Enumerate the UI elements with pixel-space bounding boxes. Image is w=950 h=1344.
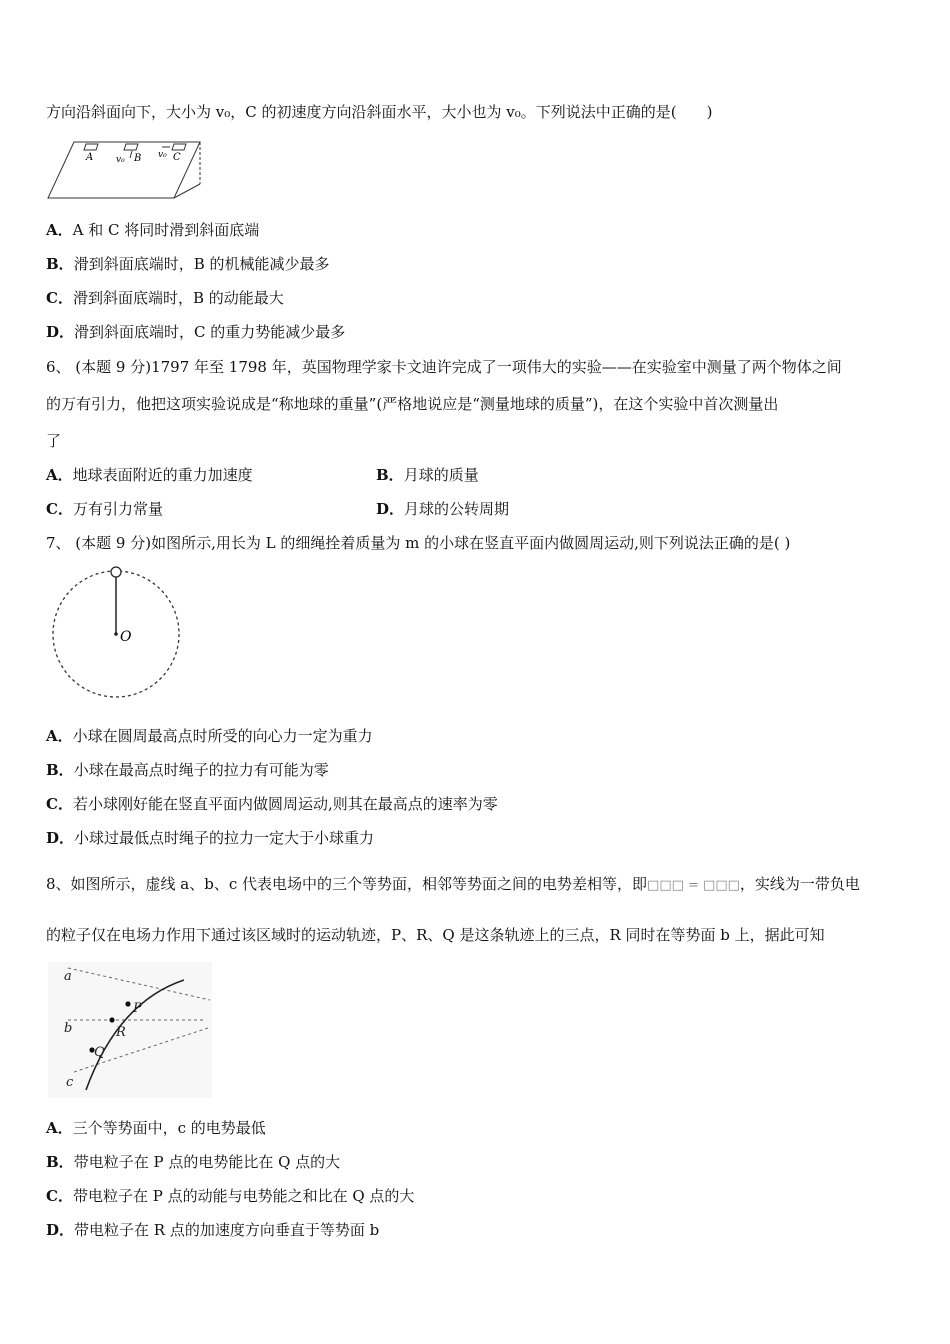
label-c: c <box>66 1075 74 1090</box>
label-v0-b: v₀ <box>116 155 125 165</box>
q8-option-a[interactable]: A．三个等势面中，c 的电势最低 <box>46 1119 266 1137</box>
q7-circle-figure <box>48 562 188 704</box>
label-v0-c: v₀ <box>158 150 167 160</box>
q7-option-b[interactable]: B．小球在最高点时绳子的拉力有可能为零 <box>46 761 329 779</box>
q6-stem-line3: 了 <box>46 432 62 450</box>
q7-stem: 7、 (本题 9 分)如图所示,用长为 L 的细绳拴着质量为 m 的小球在竖直平面内做圆周运动,则下列说法正确的是( ) <box>46 534 791 552</box>
q8-stem-line2: 的粒子仅在电场力作用下通过该区域时的运动轨迹，P、R、Q 是这条轨迹上的三点，R 同时在等势面 b 上，据此可知 <box>46 926 825 944</box>
ball <box>111 567 121 577</box>
label-b: B <box>134 153 142 164</box>
q7-option-c[interactable]: C．若小球刚好能在竖直平面内做圆周运动,则其在最高点的速率为零 <box>46 795 498 813</box>
label-b: b <box>64 1021 73 1036</box>
label-a: a <box>64 969 72 984</box>
label-q: Q <box>94 1045 105 1060</box>
block-a <box>84 144 98 150</box>
q8-option-c[interactable]: C．带电粒子在 P 点的动能与电势能之和比在 Q 点的大 <box>46 1187 415 1205</box>
q8-option-b[interactable]: B．带电粒子在 P 点的电势能比在 Q 点的大 <box>46 1153 341 1171</box>
q6-option-b[interactable]: B．月球的质量 <box>376 466 479 484</box>
q8-field-figure <box>48 962 212 1098</box>
label-a: A <box>86 152 94 163</box>
q5-incline-figure <box>46 134 206 204</box>
arrow-b <box>130 151 132 158</box>
q6-option-a[interactable]: A．地球表面附近的重力加速度 <box>46 466 253 484</box>
q5-stem: 方向沿斜面向下，大小为 v₀，C 的初速度方向沿斜面水平，大小也为 v₀。下列说法中正确的是( ) <box>46 103 713 121</box>
q6-stem-line1: 6、 (本题 9 分)1797 年至 1798 年，英国物理学家卡文迪许完成了一项伟大的实验——在实验室中测量了两个物体之间 <box>46 358 842 376</box>
q5-option-b[interactable]: B．滑到斜面底端时，B 的机械能减少最多 <box>46 255 330 273</box>
q6-option-c[interactable]: C．万有引力常量 <box>46 500 163 518</box>
q5-option-c[interactable]: C．滑到斜面底端时，B 的动能最大 <box>46 289 284 307</box>
label-c: C <box>173 152 181 163</box>
label-p: P <box>133 1001 142 1016</box>
q6-stem-line2: 的万有引力，他把这项实验说成是“称地球的重量”(严格地说应是“测量地球的质量”)，在这个实验中首次测量出 <box>46 395 779 413</box>
block-b <box>124 144 138 150</box>
block-c <box>172 144 186 150</box>
q8-option-d[interactable]: D．带电粒子在 R 点的加速度方向垂直于等势面 b <box>46 1221 380 1239</box>
label-o: O <box>120 629 132 645</box>
q6-option-d[interactable]: D．月球的公转周期 <box>376 500 510 518</box>
q7-option-a[interactable]: A．小球在圆周最高点时所受的向心力一定为重力 <box>46 727 373 745</box>
label-r: R <box>116 1025 126 1040</box>
center-point <box>114 632 118 636</box>
incline-bottom-edge <box>174 184 200 198</box>
q5-option-a[interactable]: A．A 和 C 将同时滑到斜面底端 <box>46 221 260 239</box>
q8-equation: □□□ = □□□ <box>647 878 740 893</box>
q7-option-d[interactable]: D．小球过最低点时绳子的拉力一定大于小球重力 <box>46 829 375 847</box>
point-p <box>125 1001 130 1006</box>
q5-option-d[interactable]: D．滑到斜面底端时，C 的重力势能减少最多 <box>46 323 346 341</box>
point-r <box>109 1017 114 1022</box>
q8-stem-line1: 8、如图所示，虚线 a、b、c 代表电场中的三个等势面，相邻等势面之间的电势差相等，即□□□ = □□□，实线为一带负电 <box>46 875 860 893</box>
